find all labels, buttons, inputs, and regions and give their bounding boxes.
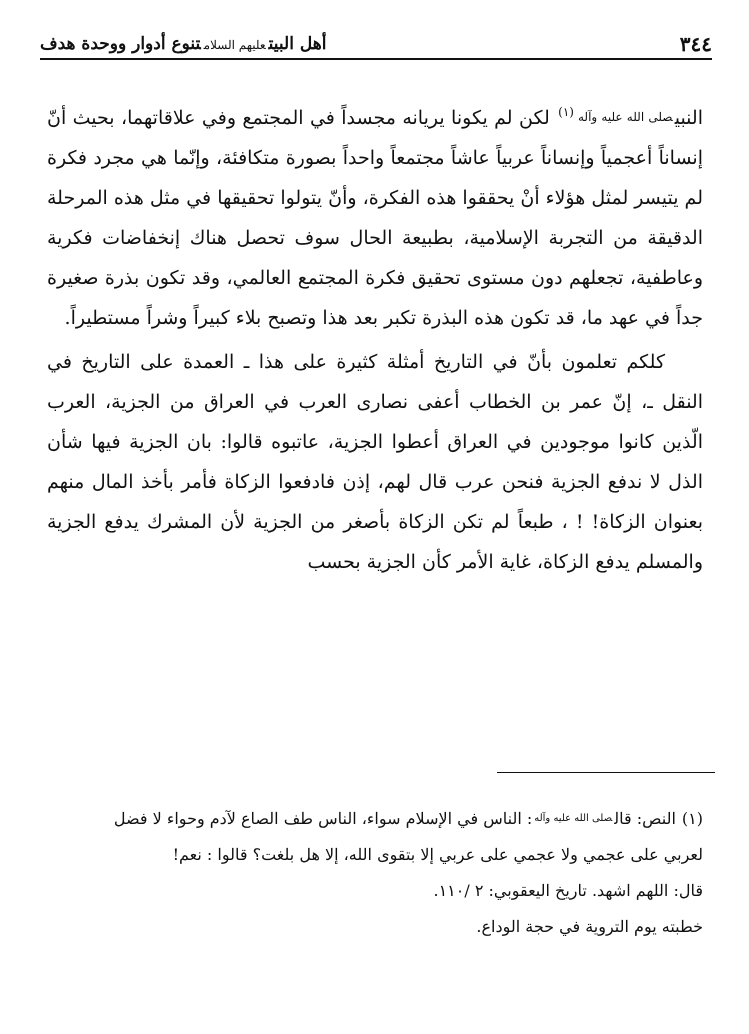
footnote-honorific: صلى الله عليه وآله: [534, 813, 613, 824]
footnote-start: النص: قال: [614, 809, 676, 828]
paragraph-2-text: كلكم تعلمون بأنّ في التاريخ أمثلة كثيرة على هذا ـ العمدة على التاريخ في النقل ـ، إنّ عمر بن الخطاب أعفى نصارى العرب في العراق من الجزية، العرب الّذين كانوا موجودين في العراق أعطوا الجزية، عاتبوه قالوا: بان الجزية فيها شأن الذل لا ندفع الجزية فنحن عرب قال لهم، إذن فادفعوا الزكاة فأمر بأخذ المال منهم بعنوان الزكاة! ! ، طبعاً لم تكن الزكاة بأصغر من الجزية لأن المشرك يدفع الجزية والمسلم يدفع الزكاة، غاية الأمر كأن الجزية بحسب: [47, 351, 703, 573]
page-number: ٣٤٤: [679, 32, 712, 56]
footnote-line-2: لعربي على عجمي ولا عجمي على عربي إلا بتقوى الله، إلا هل بلغت؟ قالوا : نعم!: [172, 845, 703, 864]
paragraph-1-rest: لكن لم يكونا يريانه مجسداً في المجتمع وفي علاقاتهما، بحيث أنّ إنساناً أعجمياً وإنساناً عربياً عاشاً مجتمعاً واحداً بصورة متكافئة، وإنّما هي مجرد فكرة لم يتيسر لمثل هؤلاء أنْ يحققوا هذه الفكرة، وأنّ يتولوا تحقيقها في مثل هذه المرحلة الدقيقة من التجربة الإسلامية، بطبيعة الحال سوف تحصل هناك إنخفاضات فكرية وعاطفية، تجعلهم دون مستوى تحقيق فكرة المجتمع العالمي، وقد تكون بذرة صغيرة جداً في عهد ما، قد تكون هذه البذرة تكبر بعد هذا وتصبح بلاء كبيراً وشراً مستطيراً.: [47, 107, 703, 329]
running-header: [40, 30, 712, 60]
paragraph-1: [47, 92, 703, 338]
footnote-line-4: خطبته يوم التروية في حجة الوداع.: [476, 917, 703, 936]
paragraph-2: [47, 342, 703, 582]
footnote-line-3: قال: اللهم اشهد. تاريخ اليعقوبي: ٢ /١١٠.: [433, 881, 703, 900]
footnote-number: (١): [681, 809, 703, 828]
honorific-mark: صلى الله عليه وآله: [577, 110, 673, 124]
footnotes: [47, 801, 703, 945]
running-title-part1: أهل البيت: [268, 34, 327, 54]
footnote-ref: (١): [558, 105, 574, 119]
paragraph-1-start: النبي: [674, 107, 703, 129]
running-title-part2: تنوع أدوار ووحدة هدف: [40, 34, 201, 54]
running-title-honorific: عليهم السلام: [203, 38, 266, 52]
running-title: [40, 34, 326, 54]
footnote-separator: [497, 772, 715, 773]
header-rule: [40, 58, 712, 60]
footnote-line-1-rest: : الناس في الإسلام سواء، الناس طف الصاع لآدم وحواء لا فضل: [113, 809, 533, 828]
footnote-line-1: [47, 801, 703, 837]
body-text: [47, 92, 703, 582]
